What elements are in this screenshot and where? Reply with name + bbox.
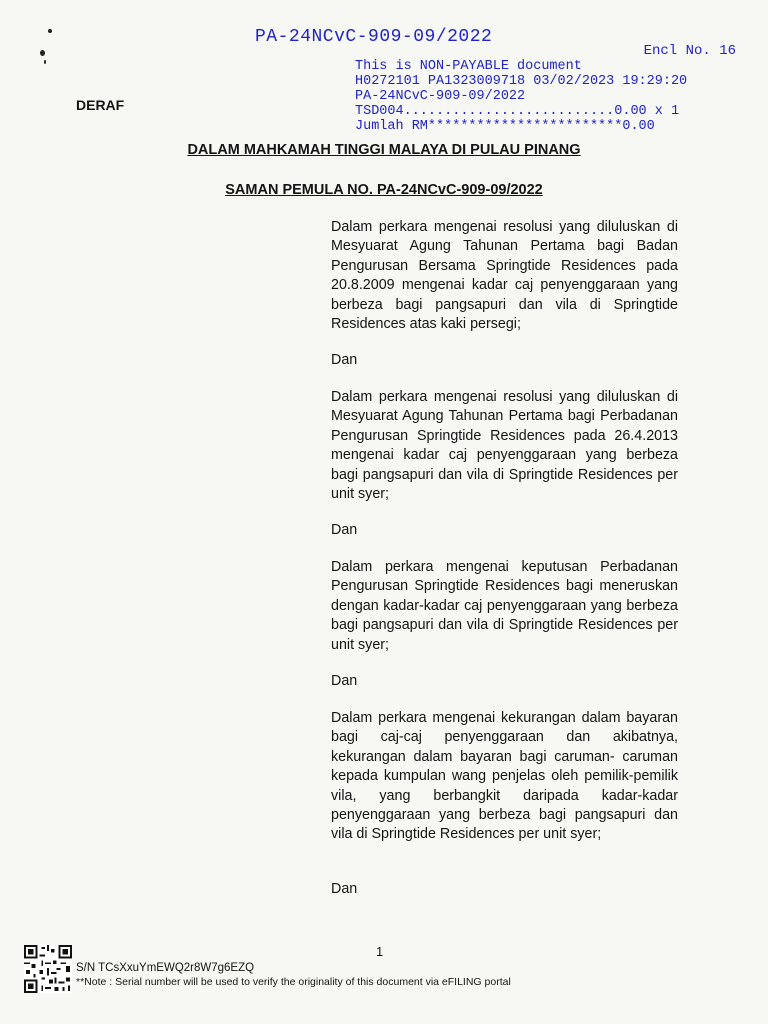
connector-dan: Dan [331, 352, 358, 368]
qr-code-icon [24, 945, 72, 993]
court-heading: DALAM MAHKAMAH TINGGI MALAYA DI PULAU PINANG [187, 142, 581, 158]
stamp-line: This is NON-PAYABLE document [355, 59, 582, 74]
verification-note: **Note : Serial number will be used to verify the originality of this document via eFILING portal [76, 976, 511, 988]
paragraph: Dalam perkara mengenai resolusi yang diluluskan di Mesyuarat Agung Tahunan Pertama bagi Badan Pengurusan Bersama Springtide Residences pada 20.8.2009 mengenai kadar caj penyenggaraan yang berbeza bagi pangsapuri dan vila di Springtide Residences atas kaki persegi; [331, 219, 678, 333]
page-number: 1 [376, 944, 384, 959]
connector-dan: Dan [331, 881, 358, 897]
summons-heading: SAMAN PEMULA NO. PA-24NCvC-909-09/2022 [225, 182, 543, 198]
connector-dan: Dan [331, 522, 358, 538]
enclosure-number: Encl No. 16 [643, 43, 736, 59]
paragraph: Dalam perkara mengenai kekurangan dalam bayaran bagi caj-caj penyenggaraan dan akibatnya, kekurangan dalam bayaran bagi caruman- caruman kepada kumpulan wang penjelas oleh pemilik-pemilik vila, yang berbangkit daripada kadar-kadar penyenggaraan yang berbeza bagi pangsapuri dan vila di Springtide Residences per unit syer; [331, 710, 678, 843]
scan-speck [40, 50, 45, 56]
case-number-top: PA-24NCvC-909-09/2022 [255, 27, 493, 47]
stamp-line: TSD004..........................0.00 x 1 [355, 104, 680, 119]
serial-number: S/N TCsXxuYmEWQ2r8W7g6EZQ [76, 962, 255, 974]
draft-label: DERAF [76, 97, 125, 113]
paragraph: Dalam perkara mengenai keputusan Perbadanan Pengurusan Springtide Residences bagi meneruskan dengan kadar-kadar caj penyenggaraan yang berbeza bagi pangsapuri dan vila di Springtide Residences per unit syer; [331, 559, 678, 653]
stamp-line: PA-24NCvC-909-09/2022 [355, 89, 526, 104]
scan-speck [48, 29, 52, 33]
paragraph: Dalam perkara mengenai resolusi yang diluluskan di Mesyuarat Agung Tahunan Pertama bagi Perbadanan Pengurusan Springtide Residences pada 26.4.2013 mengenai kadar caj penyenggaraan yang berbeza bagi pangsapuri dan vila di Springtide Residences per unit syer; [331, 389, 678, 503]
connector-dan: Dan [331, 673, 358, 689]
stamp-line: H0272101 PA1323009718 03/02/2023 19:29:20 [355, 74, 688, 89]
scan-speck [44, 60, 46, 64]
stamp-line: Jumlah RM************************0.00 [355, 119, 655, 134]
